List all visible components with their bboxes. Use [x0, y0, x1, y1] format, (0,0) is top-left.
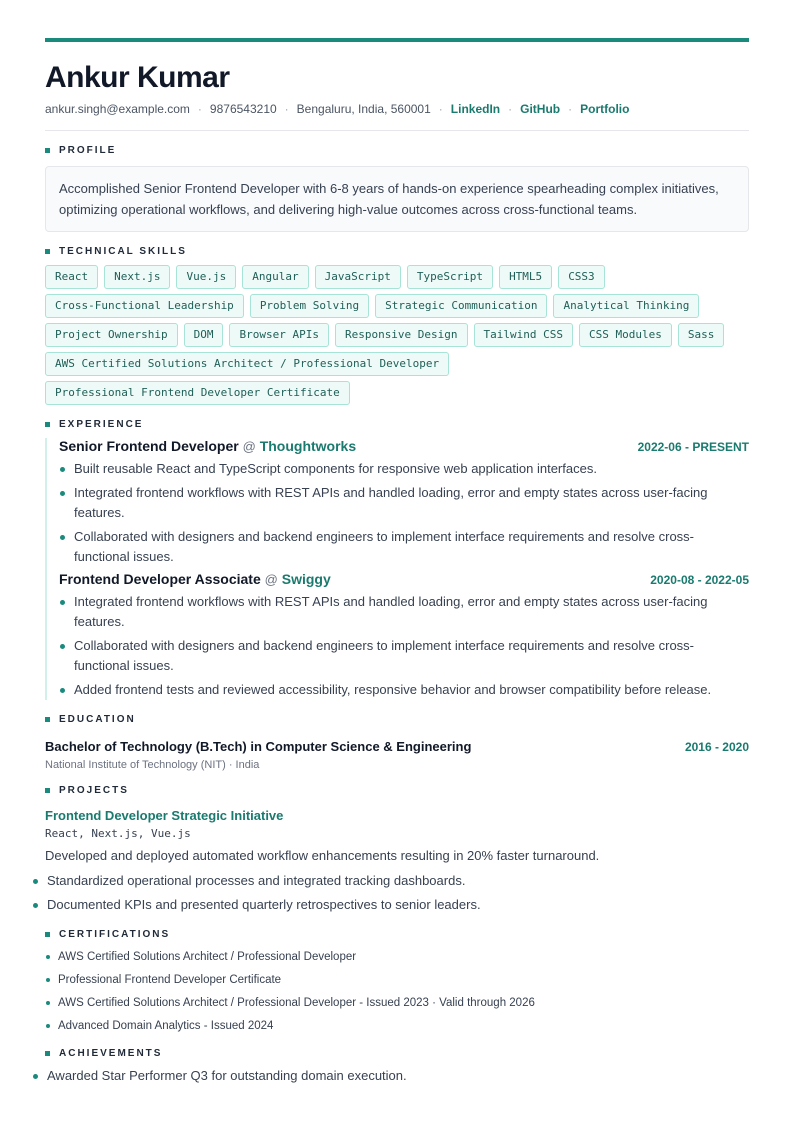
separator: · — [438, 102, 443, 116]
achievement-item: Awarded Star Performer Q3 for outstanding domain execution. — [32, 1066, 749, 1086]
at-sign: @ — [264, 572, 278, 587]
skill-chip: Project Ownership — [45, 323, 178, 347]
job-entry — [59, 571, 749, 700]
skill-chip: Responsive Design — [335, 323, 468, 347]
skill-chip: Tailwind CSS — [474, 323, 573, 347]
skill-chip: Sass — [678, 323, 725, 347]
section-heading-projects — [45, 785, 749, 796]
job-bullet: Added frontend tests and reviewed accessibility, responsive behavior and browser compatibility before release. — [59, 680, 749, 700]
section-title: ACHIEVEMENTS — [59, 1048, 163, 1059]
job-dates: 2020-08 - 2022-05 — [650, 573, 749, 587]
section-heading-profile — [45, 145, 749, 156]
job-title — [59, 438, 356, 454]
skill-chip: CSS Modules — [579, 323, 672, 347]
section-marker-icon — [45, 788, 50, 793]
section-heading-achievements — [45, 1048, 749, 1059]
education-entry — [45, 739, 749, 754]
accent-bar — [45, 38, 749, 42]
project-tech: React, Next.js, Vue.js — [45, 827, 191, 840]
job-title — [59, 571, 331, 587]
section-title: EXPERIENCE — [59, 419, 144, 430]
skill-chip: DOM — [184, 323, 224, 347]
email-text: ankur.singh@example.com — [45, 102, 190, 116]
skill-chip: Analytical Thinking — [553, 294, 699, 318]
certification-item: Professional Frontend Developer Certificate — [45, 972, 749, 988]
job-bullet: Integrated frontend workflows with REST APIs and handled loading, error and empty states across user-facing features. — [59, 592, 749, 632]
divider — [45, 130, 749, 131]
education-dates: 2016 - 2020 — [684, 740, 749, 754]
resume-page — [45, 38, 749, 1090]
project-description: Developed and deployed automated workflow enhancements resulting in 20% faster turnaround. — [45, 848, 600, 863]
skill-chip: Vue.js — [176, 265, 236, 289]
certification-item: AWS Certified Solutions Architect / Professional Developer — [45, 949, 749, 965]
at-sign: @ — [242, 439, 256, 454]
degree-text: Bachelor of Technology (B.Tech) in Computer Science & Engineering — [45, 739, 472, 754]
separator: · — [508, 102, 513, 116]
contact-line — [45, 102, 749, 116]
skills-list — [45, 265, 749, 405]
job-bullet: Integrated frontend workflows with REST APIs and handled loading, error and empty states across user-facing features. — [59, 483, 749, 523]
section-title: EDUCATION — [59, 714, 136, 725]
skill-chip: HTML5 — [499, 265, 552, 289]
section-heading-education — [45, 714, 749, 725]
section-marker-icon — [45, 422, 50, 427]
job-bullet: Collaborated with designers and backend engineers to implement interface requirements and resolve cross-functional issues. — [59, 527, 749, 567]
separator: · — [284, 102, 289, 116]
portfolio-link[interactable]: Portfolio — [580, 102, 630, 116]
skill-chip: CSS3 — [558, 265, 605, 289]
github-link[interactable]: GitHub — [520, 102, 561, 116]
project-title: Frontend Developer Strategic Initiative — [45, 808, 284, 823]
candidate-name: Ankur Kumar — [45, 61, 230, 94]
certification-item: Advanced Domain Analytics - Issued 2024 — [45, 1018, 749, 1034]
project-bullet: Documented KPIs and presented quarterly retrospectives to senior leaders. — [32, 895, 749, 915]
linkedin-link[interactable]: LinkedIn — [450, 102, 501, 116]
skill-chip: Professional Frontend Developer Certificate — [45, 381, 350, 405]
experience-list — [45, 438, 749, 700]
location-text: Bengaluru, India, 560001 — [296, 102, 431, 116]
skill-chip: Browser APIs — [229, 323, 328, 347]
section-heading-experience — [45, 419, 749, 430]
section-marker-icon — [45, 1051, 50, 1056]
skill-chip: TypeScript — [407, 265, 493, 289]
section-title: TECHNICAL SKILLS — [59, 246, 187, 257]
project-bullet: Standardized operational processes and integrated tracking dashboards. — [32, 871, 749, 891]
company-name: Thoughtworks — [259, 438, 357, 454]
section-marker-icon — [45, 717, 50, 722]
section-heading-skills — [45, 246, 749, 257]
role-text: Frontend Developer Associate — [59, 571, 261, 587]
skill-chip: AWS Certified Solutions Architect / Professional Developer — [45, 352, 449, 376]
section-title: CERTIFICATIONS — [59, 929, 171, 940]
section-marker-icon — [45, 148, 50, 153]
section-title: PROJECTS — [59, 785, 129, 796]
phone-text: 9876543210 — [209, 102, 277, 116]
skill-chip: Strategic Communication — [375, 294, 547, 318]
job-dates: 2022-06 - PRESENT — [637, 440, 749, 454]
school-text: National Institute of Technology (NIT) · India — [45, 759, 260, 771]
skill-chip: Next.js — [104, 265, 170, 289]
section-marker-icon — [45, 932, 50, 937]
separator: · — [197, 102, 202, 116]
skill-chip: Angular — [242, 265, 308, 289]
profile-summary: Accomplished Senior Frontend Developer with 6-8 years of hands-on experience spearheading complex initiatives, optimizing operational workflows, and delivering high-value outcomes across cross-functional teams. — [45, 166, 749, 232]
skill-chip: Cross-Functional Leadership — [45, 294, 244, 318]
job-entry — [59, 438, 749, 567]
section-heading-certifications — [45, 929, 749, 940]
job-bullet: Collaborated with designers and backend engineers to implement interface requirements and resolve cross-functional issues. — [59, 636, 749, 676]
separator: · — [568, 102, 573, 116]
section-marker-icon — [45, 249, 50, 254]
skill-chip: Problem Solving — [250, 294, 369, 318]
certification-item: AWS Certified Solutions Architect / Professional Developer - Issued 2023 · Valid through 2026 — [45, 995, 749, 1011]
section-title: PROFILE — [59, 145, 117, 156]
skill-chip: React — [45, 265, 98, 289]
company-name: Swiggy — [281, 571, 331, 587]
role-text: Senior Frontend Developer — [59, 438, 239, 454]
job-bullet: Built reusable React and TypeScript components for responsive web application interfaces. — [59, 459, 749, 479]
skill-chip: JavaScript — [315, 265, 401, 289]
